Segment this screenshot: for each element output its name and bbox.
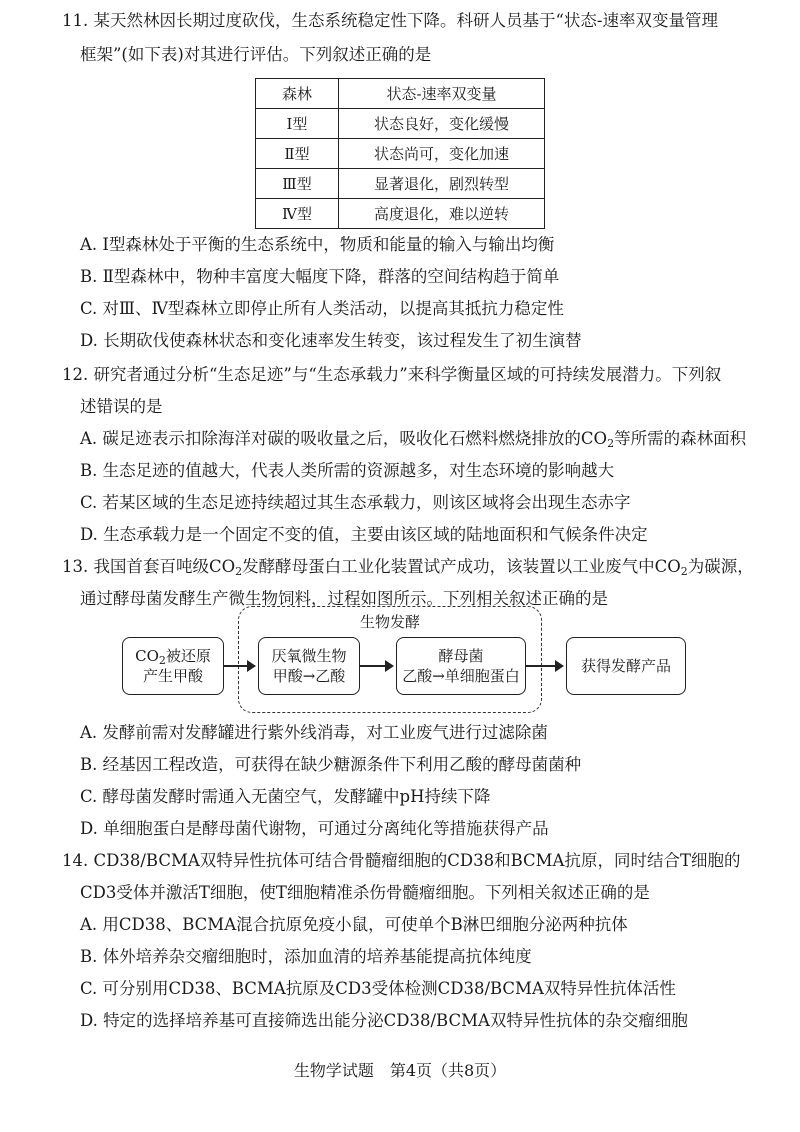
flow-box-text: 获得发酵产品	[580, 657, 671, 675]
q13-stem-line1	[62, 556, 754, 578]
q11-option-b: B. Ⅱ型森林中，物种丰富度大幅度下降，群落的空间结构趋于简单	[80, 267, 560, 286]
table-row	[256, 199, 545, 229]
flow-box-text	[135, 646, 211, 666]
q14-option-d: D. 特定的选择培养基可直接筛选出能分泌CD38/BCMA双特异性抗体的杂交瘤细胞	[80, 1011, 688, 1030]
q13-option-d: D. 单细胞蛋白是酵母菌代谢物，可通过分离纯化等措施获得产品	[80, 819, 549, 838]
q13-option-a: A. 发酵前需对发酵罐进行紫外线消毒，对工业废气进行过滤除菌	[80, 723, 548, 742]
flow-arrow	[526, 665, 562, 667]
flow-box-text-part: CO	[135, 647, 159, 665]
q11-stem-line1: 11. 某天然林因长期过度砍伐，生态系统稳定性下降。科研人员基于“状态-速率双变量管理	[62, 11, 718, 30]
flow-box-text: 甲酸→乙酸	[272, 667, 346, 685]
table-cell: Ⅰ型	[256, 109, 339, 139]
table-row	[256, 139, 545, 169]
q14-option-a: A. 用CD38、BCMA混合抗原免疫小鼠，可使单个B淋巴细胞分泌两种抗体	[80, 915, 628, 934]
q13-option-b: B. 经基因工程改造，可获得在缺少糖源条件下利用乙酸的酵母菌菌种	[80, 755, 582, 774]
table-cell: 显著退化，剧烈转型	[339, 169, 545, 199]
table-header-cell: 状态-速率双变量	[339, 79, 545, 109]
subscript: 2	[235, 565, 243, 578]
q12-stem-line1: 12. 研究者通过分析“生态足迹”与“生态承载力”来科学衡量区域的可持续发展潜力。下列叙	[62, 365, 722, 384]
subscript: 2	[158, 654, 166, 667]
flow-box-text: 酵母菌	[438, 647, 484, 665]
q14-option-c: C. 可分别用CD38、BCMA抗原及CD3受体检测CD38/BCMA双特异性抗体活性	[80, 979, 676, 998]
subscript: 2	[680, 565, 688, 578]
q12-option-c: C. 若某区域的生态足迹持续超过其生态承载力，则该区域将会出现生态赤字	[80, 493, 631, 512]
q12-option-b: B. 生态足迹的值越大，代表人类所需的资源越多，对生态环境的影响越大	[80, 461, 615, 480]
q14-stem-line2: CD3受体并激活T细胞，使T细胞精准杀伤骨髓瘤细胞。下列相关叙述正确的是	[80, 883, 650, 902]
q14-option-b: B. 体外培养杂交瘤细胞时，添加血清的培养基能提高抗体纯度	[80, 947, 532, 966]
q12-option-a	[80, 428, 746, 450]
flow-box-text: 产生甲酸	[142, 667, 203, 685]
table-cell: 高度退化，难以逆转	[339, 199, 545, 229]
q13-option-c: C. 酵母菌发酵时需通入无菌空气，发酵罐中pH持续下降	[80, 787, 491, 806]
table-cell: Ⅲ型	[256, 169, 339, 199]
flow-arrow	[224, 665, 254, 667]
q11-option-c: C. 对Ⅲ、Ⅳ型森林立即停止所有人类活动，以提高其抵抗力稳定性	[80, 299, 564, 318]
q11-option-d: D. 长期砍伐使森林状态和变化速率发生转变，该过程发生了初生演替	[80, 331, 582, 350]
q12-option-d: D. 生态承载力是一个固定不变的值，主要由该区域的陆地面积和气候条件决定	[80, 525, 648, 544]
q12-option-a-text-end: 等所需的森林面积	[614, 429, 747, 448]
flow-box-co2-reduction	[122, 637, 224, 695]
q13-stem-text-end: 为碳源，	[687, 557, 754, 576]
flow-box-product	[566, 637, 686, 695]
table-header-row	[256, 79, 545, 109]
q14-stem-line1: 14. CD38/BCMA双特异性抗体可结合骨髓瘤细胞的CD38和BCMA抗原，同时结合T细胞的	[62, 851, 741, 870]
table-row	[256, 169, 545, 199]
flow-arrow	[360, 665, 392, 667]
subscript: 2	[607, 437, 615, 450]
flow-box-yeast	[396, 637, 526, 695]
table-cell: 状态尚可，变化加速	[339, 139, 545, 169]
q13-stem-line2: 通过酵母菌发酵生产微生物饲料，过程如图所示。下列相关叙述正确的是	[80, 589, 608, 608]
fermentation-group-label: 生物发酵	[359, 613, 420, 631]
table-header-cell: 森林	[256, 79, 339, 109]
q13-stem-text-mid: 发酵酵母蛋白工业化装置试产成功，该装置以工业废气中CO	[242, 557, 681, 576]
q12-stem-line2: 述错误的是	[80, 397, 163, 416]
q11-stem-line2: 框架”(如下表)对其进行评估。下列叙述正确的是	[80, 45, 432, 64]
q11-option-a: A. Ⅰ型森林处于平衡的生态系统中，物质和能量的输入与输出均衡	[80, 235, 555, 254]
table-row	[256, 109, 545, 139]
q12-option-a-text: A. 碳足迹表示扣除海洋对碳的吸收量之后，吸收化石燃料燃烧排放的CO	[80, 429, 608, 448]
flow-box-text: 乙酸→单细胞蛋白	[402, 667, 520, 685]
page-footer: 生物学试题 第4页（共8页）	[293, 1061, 507, 1080]
table-cell: 状态良好，变化缓慢	[339, 109, 545, 139]
flow-box-anaerobic	[258, 637, 360, 695]
table-cell: Ⅱ型	[256, 139, 339, 169]
flow-box-text: 厌氧微生物	[271, 647, 347, 665]
table-cell: Ⅳ型	[256, 199, 339, 229]
forest-table	[255, 78, 545, 229]
q13-stem-text: 13. 我国首套百吨级CO	[62, 557, 236, 576]
flow-box-text-part: 被还原	[165, 647, 211, 665]
